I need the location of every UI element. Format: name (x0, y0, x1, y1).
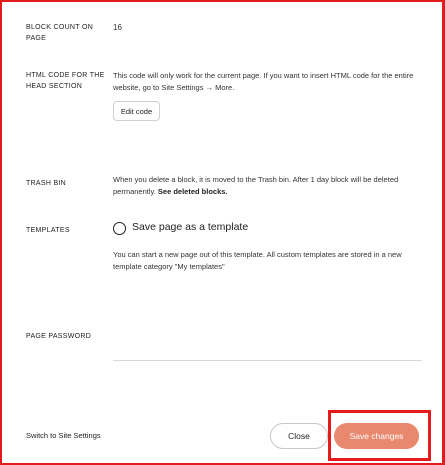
save-template-option-label[interactable]: Save page as a template (132, 221, 249, 233)
templates-description: You can start a new page out of this template. All custom templates are stored in a new template category "My templates" (113, 250, 402, 271)
switch-to-site-settings-link[interactable]: Switch to Site Settings (26, 431, 101, 440)
trash-bin-description (113, 174, 418, 198)
html-code-description: This code will only work for the current page. If you want to insert HTML code for the entire website, go to Site Settings → More. (113, 71, 414, 92)
trash-bin-text: When you delete a block, it is moved to the Trash bin. After 1 day block will be deleted permanently. (113, 175, 399, 196)
templates-label: TEMPLATES (26, 227, 70, 234)
page-password-underline (113, 360, 422, 361)
edit-code-button[interactable]: Edit code (113, 101, 160, 121)
html-code-label: HTML CODE FOR THE HEAD SECTION (26, 72, 105, 90)
block-count-label: BLOCK COUNT ON PAGE (26, 24, 94, 42)
close-button[interactable]: Close (270, 423, 328, 449)
block-count-value: 16 (113, 23, 122, 32)
see-deleted-blocks-link[interactable]: See deleted blocks. (157, 187, 228, 196)
page-password-input[interactable] (113, 340, 422, 358)
save-template-radio[interactable] (113, 222, 126, 235)
trash-bin-label: TRASH BIN (26, 180, 67, 187)
save-changes-button[interactable]: Save changes (334, 423, 419, 449)
page-password-label: PAGE PASSWORD (26, 333, 92, 340)
